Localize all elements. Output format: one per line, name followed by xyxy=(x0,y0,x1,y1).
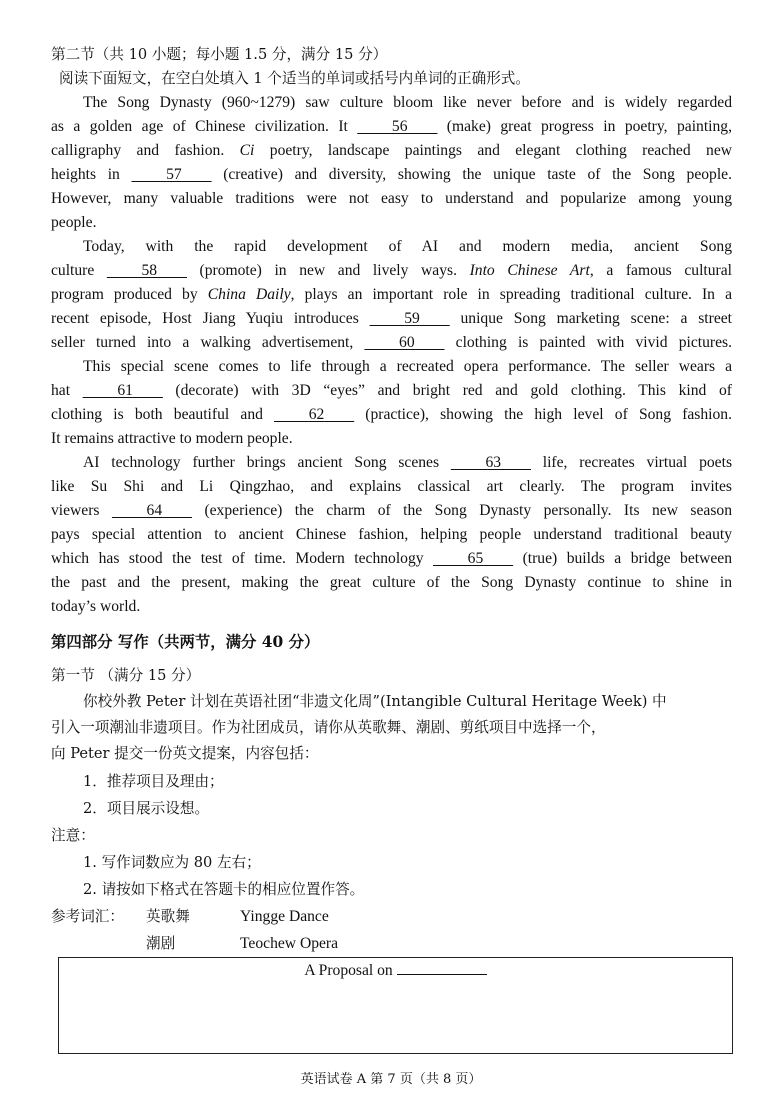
passage-line: The Song Dynasty (960~1279) saw culture bloom like never before and is widely regarded xyxy=(83,94,732,111)
passage-line: which has stood the test of time. Modern technology 65 (true) builds a bridge between xyxy=(51,547,732,571)
passage-line: today’s world. xyxy=(51,598,141,615)
passage-line: recent episode, Host Jiang Yuqiu introduces 59 unique Song marketing scene: a street xyxy=(51,307,732,331)
blank-56[interactable]: 56 xyxy=(391,118,408,135)
blank-59[interactable]: 59 xyxy=(404,310,420,327)
passage-line: seller turned into a walking advertisement, 60 clothing is painted with vivid pictures. xyxy=(51,331,732,355)
prompt-item: 1．推荐项目及理由； xyxy=(83,773,224,790)
passage-line: pays special attention to ancient Chinese fashion, helping people understand traditional beauty xyxy=(51,526,732,543)
blank-63[interactable]: 63 xyxy=(485,454,502,471)
passage-line: AI technology further brings ancient Song scenes 63 life, recreates virtual poets xyxy=(83,451,732,475)
prompt-line: 你校外教 Peter 计划在英语社团“非遗文化周”(Intangible Cultural Heritage Week) 中 xyxy=(83,693,667,710)
vocab-en: Teochew Opera xyxy=(240,935,339,952)
vocab-en: Yingge Dance xyxy=(240,908,329,925)
blank-58[interactable]: 58 xyxy=(141,262,158,279)
passage-line: program produced by China Daily, plays an important role in spreading traditional culture. In a xyxy=(51,286,732,303)
vocab-cn: 潮剧 xyxy=(146,935,176,952)
title-blank[interactable] xyxy=(397,960,487,975)
passage-line: clothing is both beautiful and 62 (practice), showing the high level of Song fashion. xyxy=(51,403,732,427)
prompt-line: 引入一项潮汕非遗项目。作为社团成员，请你从英歌舞、潮剧、剪纸项目中选择一个， xyxy=(51,719,606,736)
passage-line: Today, with the rapid development of AI and modern media, ancient Song xyxy=(83,238,732,255)
section-instruction: 阅读下面短文，在空白处填入 1 个适当的单词或括号内单词的正确形式。 xyxy=(59,70,530,87)
vocab-cn: 英歌舞 xyxy=(146,908,190,925)
passage-line: It remains attractive to modern people. xyxy=(51,430,293,447)
passage-line: culture 58 (promote) in new and lively ways. Into Chinese Art, a famous cultural xyxy=(51,259,732,283)
passage-line: people. xyxy=(51,214,97,231)
blank-57[interactable]: 57 xyxy=(166,166,182,183)
passage-line: like Su Shi and Li Qingzhao, and explains classical art clearly. The program invites xyxy=(51,478,732,495)
blank-64[interactable]: 64 xyxy=(146,502,163,519)
answer-box[interactable] xyxy=(58,957,733,1054)
page-footer: 英语试卷 A 第 7 页（共 8 页） xyxy=(300,1072,482,1087)
blank-62[interactable]: 62 xyxy=(308,406,325,423)
part4-sub-heading: 第一节 （满分 15 分） xyxy=(51,667,201,684)
section-heading: 第二节（共 10 小题；每小题 1.5 分，满分 15 分） xyxy=(51,46,388,63)
passage-line: as a golden age of Chinese civilization. It 56 (make) great progress in poetry, painting, xyxy=(51,115,732,139)
blank-60[interactable]: 60 xyxy=(399,334,415,351)
note-label: 注意： xyxy=(51,827,95,844)
passage-line: heights in 57 (creative) and diversity, showing the unique taste of the Song people. xyxy=(51,163,732,187)
passage-line: viewers 64 (experience) the charm of the Song Dynasty personally. Its new season xyxy=(51,499,732,523)
proposal-title: A Proposal on xyxy=(59,960,732,980)
blank-61[interactable]: 61 xyxy=(117,382,133,399)
note-item: 1. 写作词数应为 80 左右； xyxy=(83,854,261,871)
passage-line: This special scene comes to life through a recreated opera performance. The seller wears a xyxy=(83,358,732,375)
vocab-label: 参考词汇： xyxy=(51,908,124,925)
passage-line: calligraphy and fashion. Ci poetry, landscape paintings and elegant clothing reached new xyxy=(51,142,733,159)
blank-65[interactable]: 65 xyxy=(467,550,484,567)
passage-line: However, many valuable traditions were not easy to understand and popularize among young xyxy=(51,190,732,207)
passage-line: the past and the present, making the great culture of the Song Dynasty continue to shine in xyxy=(51,574,732,591)
prompt-item: 2．项目展示设想。 xyxy=(83,800,210,817)
part4-heading: 第四部分 写作（共两节，满分 40 分） xyxy=(51,633,320,651)
prompt-line: 向 Peter 提交一份英文提案，内容包括： xyxy=(51,745,319,762)
note-item: 2. 请按如下格式在答题卡的相应位置作答。 xyxy=(83,881,365,898)
passage-line: hat 61 (decorate) with 3D “eyes” and bright red and gold clothing. This kind of xyxy=(51,379,732,403)
